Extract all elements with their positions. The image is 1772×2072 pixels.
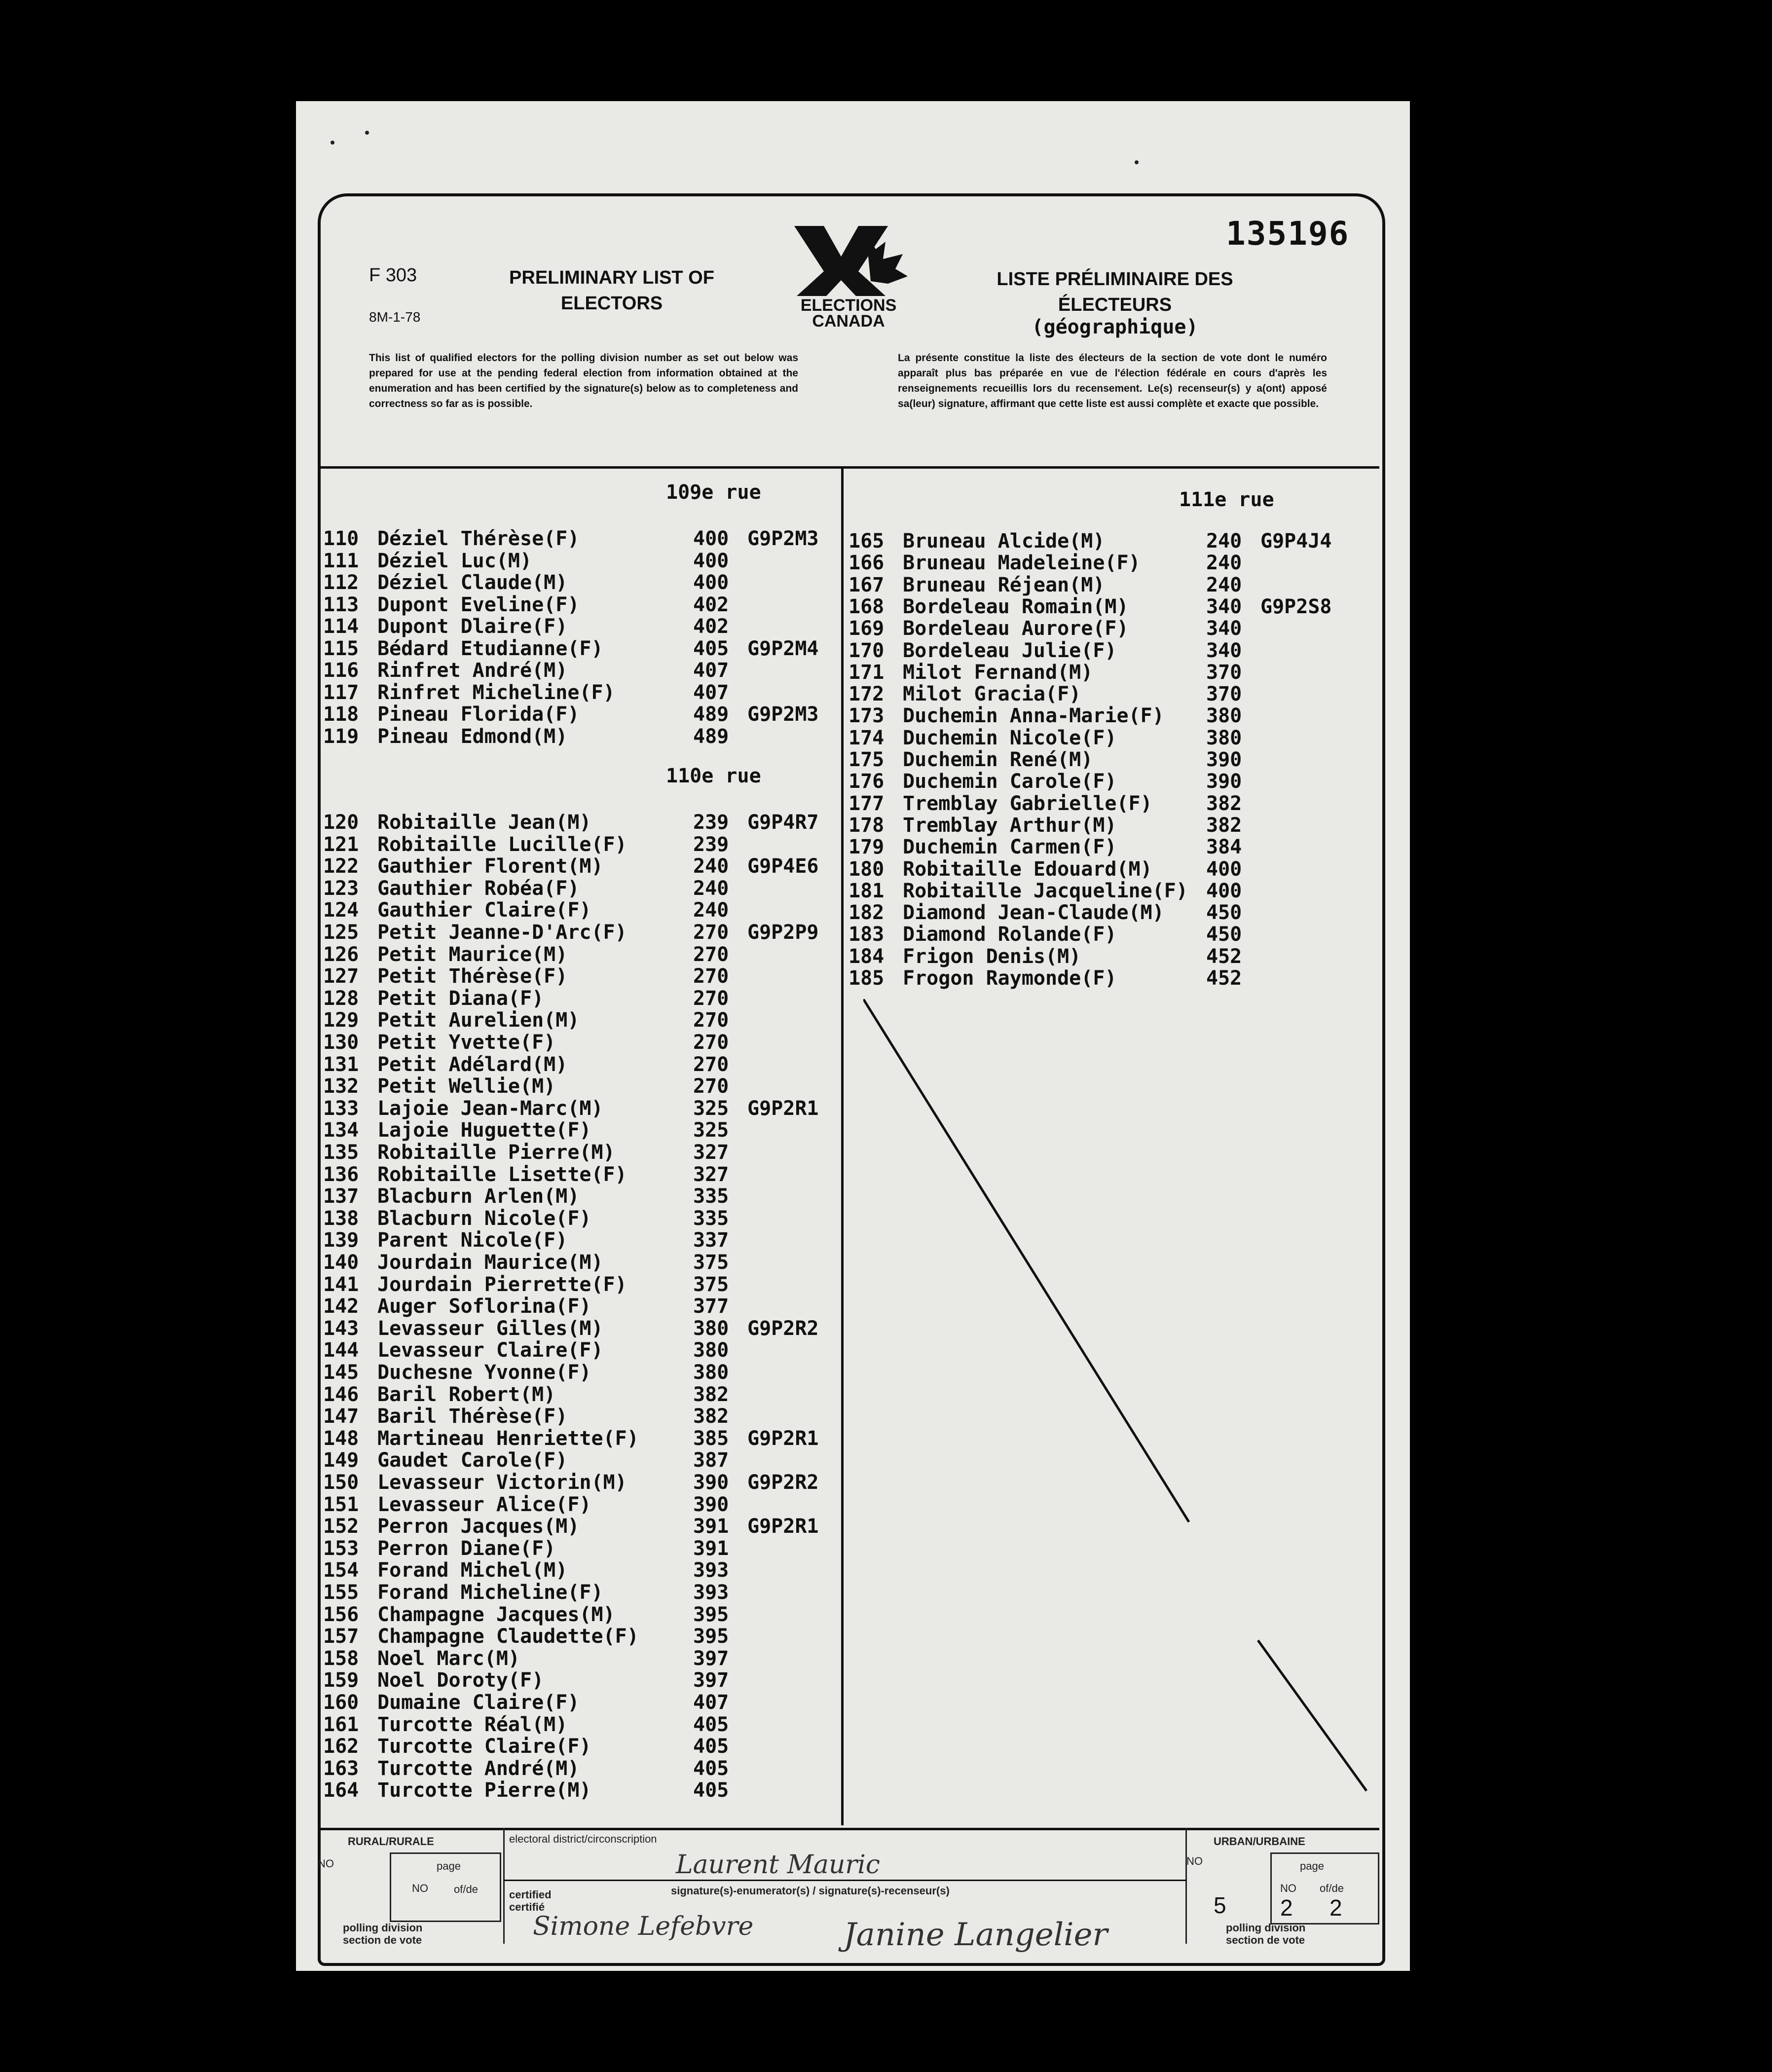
elector-name: Petit Maurice(M) [377, 943, 568, 966]
civic-number: 407 [693, 1691, 729, 1714]
civic-number: 402 [693, 593, 729, 616]
electoral-district-label: electoral district/circonscription [509, 1833, 657, 1845]
elector-name: Robitaille Lisette(F) [377, 1163, 627, 1186]
elector-number: 161 [323, 1713, 359, 1736]
civic-number: 402 [693, 615, 729, 638]
elector-number: 157 [323, 1625, 359, 1648]
elector-number: 182 [849, 901, 885, 925]
elector-number: 176 [849, 770, 885, 793]
civic-number: 390 [693, 1471, 729, 1494]
elector-number: 148 [323, 1427, 359, 1450]
elector-number: 177 [849, 792, 885, 815]
elector-number: 115 [323, 637, 359, 660]
civic-number: 450 [1206, 923, 1242, 946]
civic-number: 400 [1206, 879, 1242, 902]
urban-of-value: 2 [1329, 1895, 1342, 1921]
elector-number: 147 [323, 1405, 359, 1428]
elector-number: 141 [323, 1273, 359, 1296]
civic-number: 382 [693, 1405, 729, 1428]
elector-name: Robitaille Jean(M) [377, 811, 591, 834]
elector-name: Lajoie Jean-Marc(M) [377, 1097, 603, 1120]
postal-code: G9P2R1 [747, 1427, 819, 1450]
civic-number: 489 [693, 703, 729, 726]
elector-number: 132 [323, 1075, 359, 1098]
elector-name: Blacburn Arlen(M) [377, 1185, 580, 1208]
elector-number: 174 [849, 726, 885, 749]
elector-number: 118 [323, 703, 359, 726]
elector-number: 151 [323, 1493, 359, 1516]
elector-number: 156 [323, 1603, 359, 1626]
elector-number: 154 [323, 1559, 359, 1582]
svg-text:CANADA: CANADA [812, 312, 885, 331]
elector-number: 140 [323, 1251, 359, 1274]
elector-number: 171 [849, 661, 885, 684]
intro-text-english: This list of qualified electors for the polling division number as set out below was prepared for use at the pending federal election from information obtained at the enumeration and has been certified by the signature(s) below as to completeness and correctness so far as is possible. [369, 352, 798, 409]
signature-label: signature(s)-enumerator(s) / signature(s)-recenseur(s) [671, 1885, 950, 1897]
postal-code: G9P2R1 [747, 1097, 819, 1120]
civic-number: 340 [1206, 595, 1242, 618]
civic-number: 239 [693, 811, 729, 834]
civic-number: 270 [693, 943, 729, 966]
elector-name: Bordeleau Aurore(F) [903, 617, 1129, 640]
civic-number: 400 [693, 549, 729, 572]
elector-number: 160 [323, 1691, 359, 1714]
elector-name: Robitaille Pierre(M) [377, 1141, 615, 1164]
column-divider [841, 469, 844, 1825]
elector-name: Tremblay Arthur(M) [903, 814, 1117, 837]
elector-number: 124 [323, 899, 359, 922]
postal-code: G9P4R7 [747, 811, 819, 834]
elector-number: 119 [323, 725, 359, 748]
street-heading-109: 109e rue [666, 481, 761, 504]
elector-name: Rinfret Micheline(F) [377, 681, 615, 704]
elector-name: Petit Yvette(F) [377, 1031, 556, 1054]
form-date: 8M-1-78 [369, 309, 421, 325]
elector-number: 173 [849, 704, 885, 728]
civic-number: 270 [693, 965, 729, 988]
elector-number: 143 [323, 1317, 359, 1340]
elector-number: 178 [849, 814, 885, 837]
civic-number: 240 [1206, 573, 1242, 596]
elector-number: 180 [849, 857, 885, 881]
postal-code: G9P2P9 [747, 921, 819, 944]
elector-name: Milot Gracia(F) [903, 683, 1081, 706]
elector-name: Bruneau Réjean(M) [903, 573, 1105, 596]
elector-name: Perron Jacques(M) [377, 1515, 580, 1538]
elector-number: 175 [849, 748, 885, 771]
civic-number: 335 [693, 1207, 729, 1230]
elector-name: Noel Doroty(F) [377, 1669, 544, 1692]
elector-name: Diamond Rolande(F) [903, 923, 1117, 946]
elector-number: 117 [323, 681, 359, 704]
elector-name: Dupont Dlaire(F) [377, 615, 568, 638]
postal-code: G9P2M4 [747, 637, 819, 660]
elector-number: 168 [849, 595, 885, 618]
elector-name: Déziel Claude(M) [377, 571, 568, 594]
signature-enumerator-1: Simone Lefebvre [533, 1912, 754, 1941]
rural-box [390, 1852, 501, 1922]
civic-number: 397 [693, 1669, 729, 1692]
elector-name: Milot Fernand(M) [903, 661, 1093, 684]
civic-number: 370 [1206, 661, 1242, 684]
civic-number: 240 [693, 899, 729, 922]
urban-of-label: of/de [1320, 1882, 1344, 1894]
elector-name: Turcotte André(M) [377, 1757, 580, 1780]
civic-number: 407 [693, 659, 729, 682]
elector-name: Jourdain Maurice(M) [377, 1251, 603, 1274]
elector-name: Bruneau Madeleine(F) [903, 552, 1141, 575]
elector-number: 185 [849, 967, 885, 990]
elector-number: 165 [849, 530, 885, 553]
civic-number: 390 [1206, 748, 1242, 771]
elector-name: Petit Wellie(M) [377, 1075, 556, 1098]
civic-number: 270 [693, 1053, 729, 1076]
elector-number: 116 [323, 659, 359, 682]
elector-number: 184 [849, 945, 885, 968]
elector-name: Duchemin Nicole(F) [903, 726, 1117, 749]
civic-number: 384 [1206, 836, 1242, 859]
civic-number: 400 [1206, 857, 1242, 881]
elector-name: Rinfret André(M) [377, 659, 568, 682]
urban-section-de-vote-label: section de vote [1226, 1934, 1305, 1946]
elector-number: 142 [323, 1295, 359, 1318]
elector-name: Auger Soflorina(F) [377, 1295, 591, 1318]
civic-number: 390 [693, 1493, 729, 1516]
civic-number: 382 [1206, 814, 1242, 837]
elector-name: Petit Aurelien(M) [377, 1009, 580, 1032]
urban-label: URBAN/URBAINE [1214, 1835, 1305, 1848]
rural-polling-division-label: polling division [343, 1922, 423, 1934]
elector-name: Petit Jeanne-D'Arc(F) [377, 921, 627, 944]
elector-name: Duchemin Carole(F) [903, 770, 1117, 793]
civic-number: 391 [693, 1537, 729, 1560]
elector-name: Gauthier Claire(F) [377, 899, 591, 922]
elector-name: Champagne Jacques(M) [377, 1603, 615, 1626]
elector-number: 129 [323, 1009, 359, 1032]
civic-number: 240 [693, 877, 729, 900]
civic-number: 405 [693, 1779, 729, 1802]
elector-number: 125 [323, 921, 359, 944]
elector-number: 134 [323, 1119, 359, 1142]
civic-number: 340 [1206, 639, 1242, 662]
civic-number: 325 [693, 1119, 729, 1142]
civic-number: 380 [1206, 726, 1242, 749]
elector-number: 158 [323, 1647, 359, 1670]
elector-name: Pineau Florida(F) [377, 703, 580, 726]
elector-number: 164 [323, 1779, 359, 1802]
civic-number: 452 [1206, 967, 1242, 990]
street-heading-110: 110e rue [666, 765, 761, 787]
civic-number: 240 [1206, 552, 1242, 575]
signature-enumerator-2: Janine Langelier [844, 1917, 1108, 1953]
elector-name: Diamond Jean-Claude(M) [903, 901, 1164, 925]
civic-number: 382 [1206, 792, 1242, 815]
elector-name: Turcotte Claire(F) [377, 1735, 591, 1758]
elector-name: Baril Robert(M) [377, 1383, 556, 1406]
elector-name: Robitaille Jacqueline(F) [903, 879, 1188, 902]
elector-name: Petit Adélard(M) [377, 1053, 568, 1076]
urban-no-value: 5 [1214, 1892, 1226, 1918]
elector-name: Forand Michel(M) [377, 1559, 568, 1582]
elector-number: 155 [323, 1581, 359, 1604]
elector-number: 114 [323, 615, 359, 638]
elector-name: Frogon Raymonde(F) [903, 967, 1117, 990]
elector-name: Perron Diane(F) [377, 1537, 556, 1560]
elector-name: Turcotte Pierre(M) [377, 1779, 591, 1802]
civic-number: 380 [693, 1317, 729, 1340]
elector-number: 111 [323, 549, 359, 572]
elector-number: 135 [323, 1141, 359, 1164]
rural-of-label: of/de [454, 1883, 478, 1895]
postal-code: G9P2S8 [1260, 595, 1332, 618]
civic-number: 327 [693, 1141, 729, 1164]
elector-name: Petit Thérèse(F) [377, 965, 568, 988]
form-number: F 303 [369, 265, 417, 286]
civic-number: 405 [693, 1713, 729, 1736]
civic-number: 393 [693, 1581, 729, 1604]
cancellation-line [863, 999, 1386, 1798]
postal-code: G9P2M3 [747, 703, 819, 726]
elector-number: 159 [323, 1669, 359, 1692]
elector-number: 170 [849, 639, 885, 662]
elector-name: Déziel Luc(M) [377, 549, 532, 572]
civic-number: 327 [693, 1163, 729, 1186]
elections-canada-logo [787, 222, 910, 331]
elector-number: 163 [323, 1757, 359, 1780]
intro-text-french: La présente constitue la liste des électeurs de la section de vote dont le numéro apparaît plus bas préparée en vue de l'élection fédérale en cours d'après les renseignements recueillis lors du recensement. Le(s) recenseur(s) y a(ont) apposé sa(leur) signature, affirmant que cette liste est aussi complète et exacte que possible. [898, 352, 1327, 409]
elector-number: 181 [849, 879, 885, 902]
elector-number: 113 [323, 593, 359, 616]
elector-number: 110 [323, 527, 359, 550]
urban-page-value: 2 [1280, 1895, 1293, 1921]
civic-number: 270 [693, 1031, 729, 1054]
elector-name: Jourdain Pierrette(F) [377, 1273, 627, 1296]
elector-number: 172 [849, 683, 885, 706]
civic-number: 387 [693, 1449, 729, 1472]
civic-number: 400 [693, 527, 729, 550]
elector-name: Dupont Eveline(F) [377, 593, 580, 616]
elector-number: 128 [323, 987, 359, 1010]
certified-label: certified [509, 1888, 552, 1901]
elector-name: Bruneau Alcide(M) [903, 530, 1105, 553]
elector-number: 144 [323, 1339, 359, 1362]
civic-number: 377 [693, 1295, 729, 1318]
elector-name: Blacburn Nicole(F) [377, 1207, 591, 1230]
civic-number: 393 [693, 1559, 729, 1582]
civic-number: 405 [693, 1757, 729, 1780]
postal-code: G9P4E6 [747, 855, 819, 878]
elector-name: Turcotte Réal(M) [377, 1713, 568, 1736]
elector-name: Tremblay Gabrielle(F) [903, 792, 1152, 815]
postal-code: G9P2M3 [747, 527, 819, 550]
street-heading-111: 111e rue [1179, 488, 1274, 511]
rural-section-de-vote-label: section de vote [343, 1934, 422, 1946]
title-french-subtitle: (géographique) [1032, 316, 1198, 338]
district-underline [503, 1880, 1186, 1881]
civic-number: 405 [693, 1735, 729, 1758]
elector-name: Bordeleau Romain(M) [903, 595, 1129, 618]
elector-name: Forand Micheline(F) [377, 1581, 603, 1604]
serial-number: 135196 [1226, 215, 1350, 253]
civic-number: 337 [693, 1229, 729, 1252]
title-french: LISTE PRÉLIMINAIRE DES ÉLECTEURS [997, 269, 1233, 315]
civic-number: 407 [693, 681, 729, 704]
elector-name: Baril Thérèse(F) [377, 1405, 568, 1428]
elector-name: Bédard Etudianne(F) [377, 637, 603, 660]
elector-number: 162 [323, 1735, 359, 1758]
title-english: PRELIMINARY LIST OF ELECTORS [509, 267, 714, 314]
elector-number: 112 [323, 571, 359, 594]
electoral-district-value: Laurent Mauric [676, 1850, 880, 1880]
elector-name: Levasseur Gilles(M) [377, 1317, 603, 1340]
urban-no-label: NO [1186, 1855, 1203, 1867]
civic-number: 325 [693, 1097, 729, 1120]
civic-number: 390 [1206, 770, 1242, 793]
elector-number: 131 [323, 1053, 359, 1076]
rural-no-label: NO [318, 1857, 334, 1870]
civic-number: 380 [693, 1339, 729, 1362]
elector-number: 122 [323, 855, 359, 878]
civic-number: 450 [1206, 901, 1242, 925]
civic-number: 270 [693, 921, 729, 944]
civic-number: 340 [1206, 617, 1242, 640]
civic-number: 270 [693, 1075, 729, 1098]
elector-name: Duchesne Yvonne(F) [377, 1361, 591, 1384]
elector-name: Martineau Henriette(F) [377, 1427, 639, 1450]
elector-number: 152 [323, 1515, 359, 1538]
elector-name: Levasseur Victorin(M) [377, 1471, 627, 1494]
civic-number: 270 [693, 987, 729, 1010]
elector-number: 146 [323, 1383, 359, 1406]
civic-number: 405 [693, 637, 729, 660]
elector-number: 126 [323, 943, 359, 966]
elector-name: Levasseur Claire(F) [377, 1339, 603, 1362]
svg-text:ELECTIONS: ELECTIONS [800, 296, 897, 315]
civic-number: 375 [693, 1251, 729, 1274]
elector-number: 166 [849, 552, 885, 575]
elector-name: Robitaille Edouard(M) [903, 857, 1152, 881]
elector-number: 139 [323, 1229, 359, 1252]
certifie-label: certifié [509, 1901, 545, 1913]
elector-name: Gauthier Florent(M) [377, 855, 603, 878]
elector-number: 183 [849, 923, 885, 946]
civic-number: 400 [693, 571, 729, 594]
civic-number: 270 [693, 1009, 729, 1032]
civic-number: 489 [693, 725, 729, 748]
elector-name: Pineau Edmond(M) [377, 725, 568, 748]
elector-number: 120 [323, 811, 359, 834]
elector-name: Duchemin René(M) [903, 748, 1093, 771]
electoral-list-sheet [296, 101, 1410, 1971]
elector-number: 179 [849, 836, 885, 859]
elector-name: Bordeleau Julie(F) [903, 639, 1117, 662]
rural-page-label: page [437, 1860, 461, 1872]
header-divider [318, 466, 1379, 469]
elector-number: 127 [323, 965, 359, 988]
elector-number: 150 [323, 1471, 359, 1494]
elector-number: 121 [323, 833, 359, 856]
elector-number: 153 [323, 1537, 359, 1560]
elector-name: Duchemin Anna-Marie(F) [903, 704, 1164, 728]
elector-name: Petit Diana(F) [377, 987, 544, 1010]
elector-number: 167 [849, 573, 885, 596]
elector-name: Déziel Thérèse(F) [377, 527, 580, 550]
civic-number: 382 [693, 1383, 729, 1406]
elector-name: Levasseur Alice(F) [377, 1493, 591, 1516]
civic-number: 240 [693, 855, 729, 878]
civic-number: 395 [693, 1603, 729, 1626]
postal-code: G9P2R2 [747, 1317, 819, 1340]
elector-number: 137 [323, 1185, 359, 1208]
elector-name: Frigon Denis(M) [903, 945, 1081, 968]
civic-number: 452 [1206, 945, 1242, 968]
elector-name: Dumaine Claire(F) [377, 1691, 580, 1714]
elector-name: Gauthier Robéa(F) [377, 877, 580, 900]
rural-no2-label: NO [412, 1882, 428, 1894]
civic-number: 397 [693, 1647, 729, 1670]
civic-number: 335 [693, 1185, 729, 1208]
elector-number: 133 [323, 1097, 359, 1120]
civic-number: 380 [1206, 704, 1242, 728]
civic-number: 395 [693, 1625, 729, 1648]
elector-number: 130 [323, 1031, 359, 1054]
elector-name: Duchemin Carmen(F) [903, 836, 1117, 859]
elector-number: 136 [323, 1163, 359, 1186]
elector-number: 169 [849, 617, 885, 640]
civic-number: 370 [1206, 683, 1242, 706]
elector-name: Noel Marc(M) [377, 1647, 520, 1670]
urban-page-label: page [1300, 1860, 1324, 1872]
urban-polling-division-label: polling division [1226, 1922, 1306, 1934]
elector-name: Gaudet Carole(F) [377, 1449, 568, 1472]
elector-name: Champagne Claudette(F) [377, 1625, 639, 1648]
civic-number: 375 [693, 1273, 729, 1296]
elector-name: Robitaille Lucille(F) [377, 833, 627, 856]
civic-number: 380 [693, 1361, 729, 1384]
urban-no2-label: NO [1280, 1882, 1296, 1894]
elector-number: 149 [323, 1449, 359, 1472]
postal-code: G9P2R1 [747, 1515, 819, 1538]
elector-number: 138 [323, 1207, 359, 1230]
civic-number: 391 [693, 1515, 729, 1538]
elector-number: 123 [323, 877, 359, 900]
civic-number: 239 [693, 833, 729, 856]
postal-code: G9P2R2 [747, 1471, 819, 1494]
civic-number: 385 [693, 1427, 729, 1450]
rural-label: RURAL/RURALE [348, 1835, 434, 1848]
elector-number: 145 [323, 1361, 359, 1384]
elector-name: Lajoie Huguette(F) [377, 1119, 591, 1142]
civic-number: 240 [1206, 530, 1242, 553]
elector-name: Parent Nicole(F) [377, 1229, 568, 1252]
postal-code: G9P4J4 [1260, 530, 1332, 553]
